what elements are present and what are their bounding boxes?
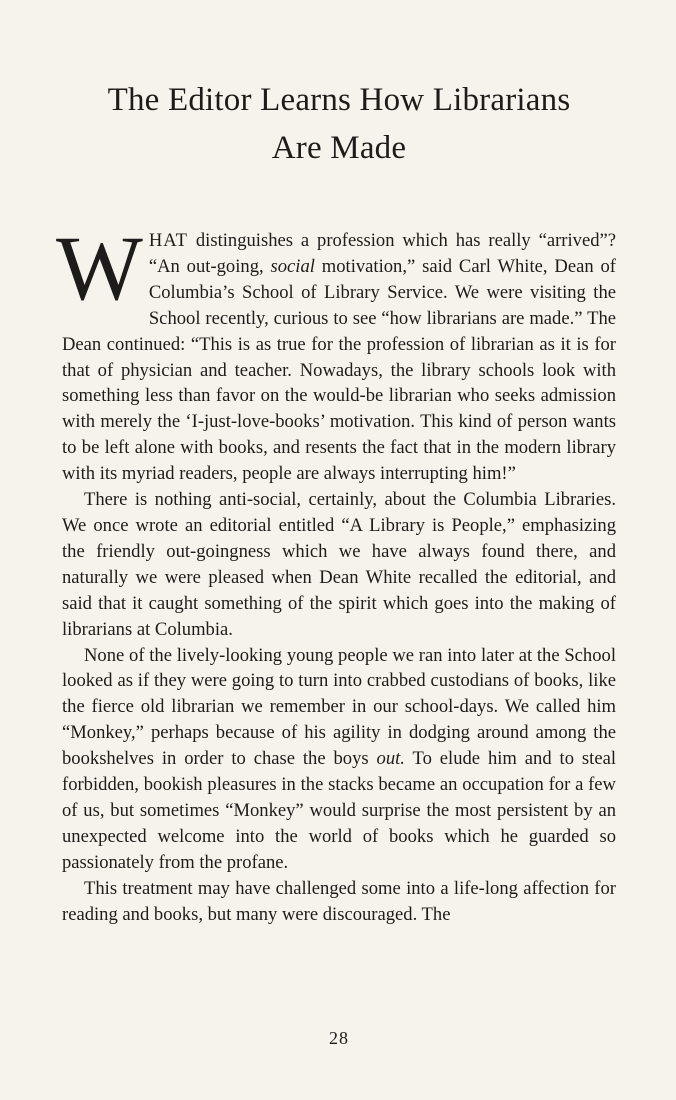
paragraph-1-text-b: motivation,” said Carl White, Dean of Columbia’s School of Library Service. We were visiting the School recently, curious to see “how librarians are made.” The Dean continued: “This is as true for the profession of librarian as it is for that of physician and teacher. Nowadays, the library schools look with something less than favor on the would-be librarian who seeks admission with merely the ‘I-just-love-books’ motivation. This kind of person wants to be left alone with books, and resents the fact that in the modern library with its myriad readers, people are always interrupting him!” [62,255,616,485]
paragraph-3-emphasis: out. [376,748,405,770]
article-body [56,217,616,927]
title-line-2: Are Made [271,130,407,166]
paragraph-1 [56,217,616,487]
paragraph-3-text-a: None of the lively-looking young people we ran into later at the School looked as if they were going to turn into crabbed custodians of books, like the fierce old librarian we remember in our school-days. We called him “Monkey,” perhaps because of his agility in dodging around among the bookshelves in order to chase the boys [62,644,616,770]
page-number: 28 [329,1028,349,1048]
paragraph-1-emphasis: social [270,255,315,277]
paragraph-1-text-a: distinguishes a profession which has really “arrived”? “An out-going, [148,230,616,277]
book-page [56,0,616,1100]
title-line-1: The Editor Learns How Librarians [107,82,571,118]
paragraph-3 [62,643,616,876]
paragraph-3-text-b: To elude him and to steal forbidden, bookish pleasures in the stacks became an occupation for a few of us, but sometimes “Monkey” would surprise the most persistent by an unexpected welcome into the world of books which he guarded so passionately from the profane. [62,748,616,873]
drop-cap: W [56,217,141,319]
page-title [62,76,616,172]
lead-in: HAT [148,230,188,251]
paragraph-4: This treatment may have challenged some into a life-long affection for reading and books, but many were discouraged. The [62,877,616,925]
paragraph-2: There is nothing anti-social, certainly, about the Columbia Libraries. We once wrote an editorial entitled “A Library is People,” emphasizing the friendly out-goingness which we have always found there, and naturally we were pleased when Dean White recalled the editorial, and said that it caught something of the spirit which goes into the making of librarians at Columbia. [62,489,616,640]
